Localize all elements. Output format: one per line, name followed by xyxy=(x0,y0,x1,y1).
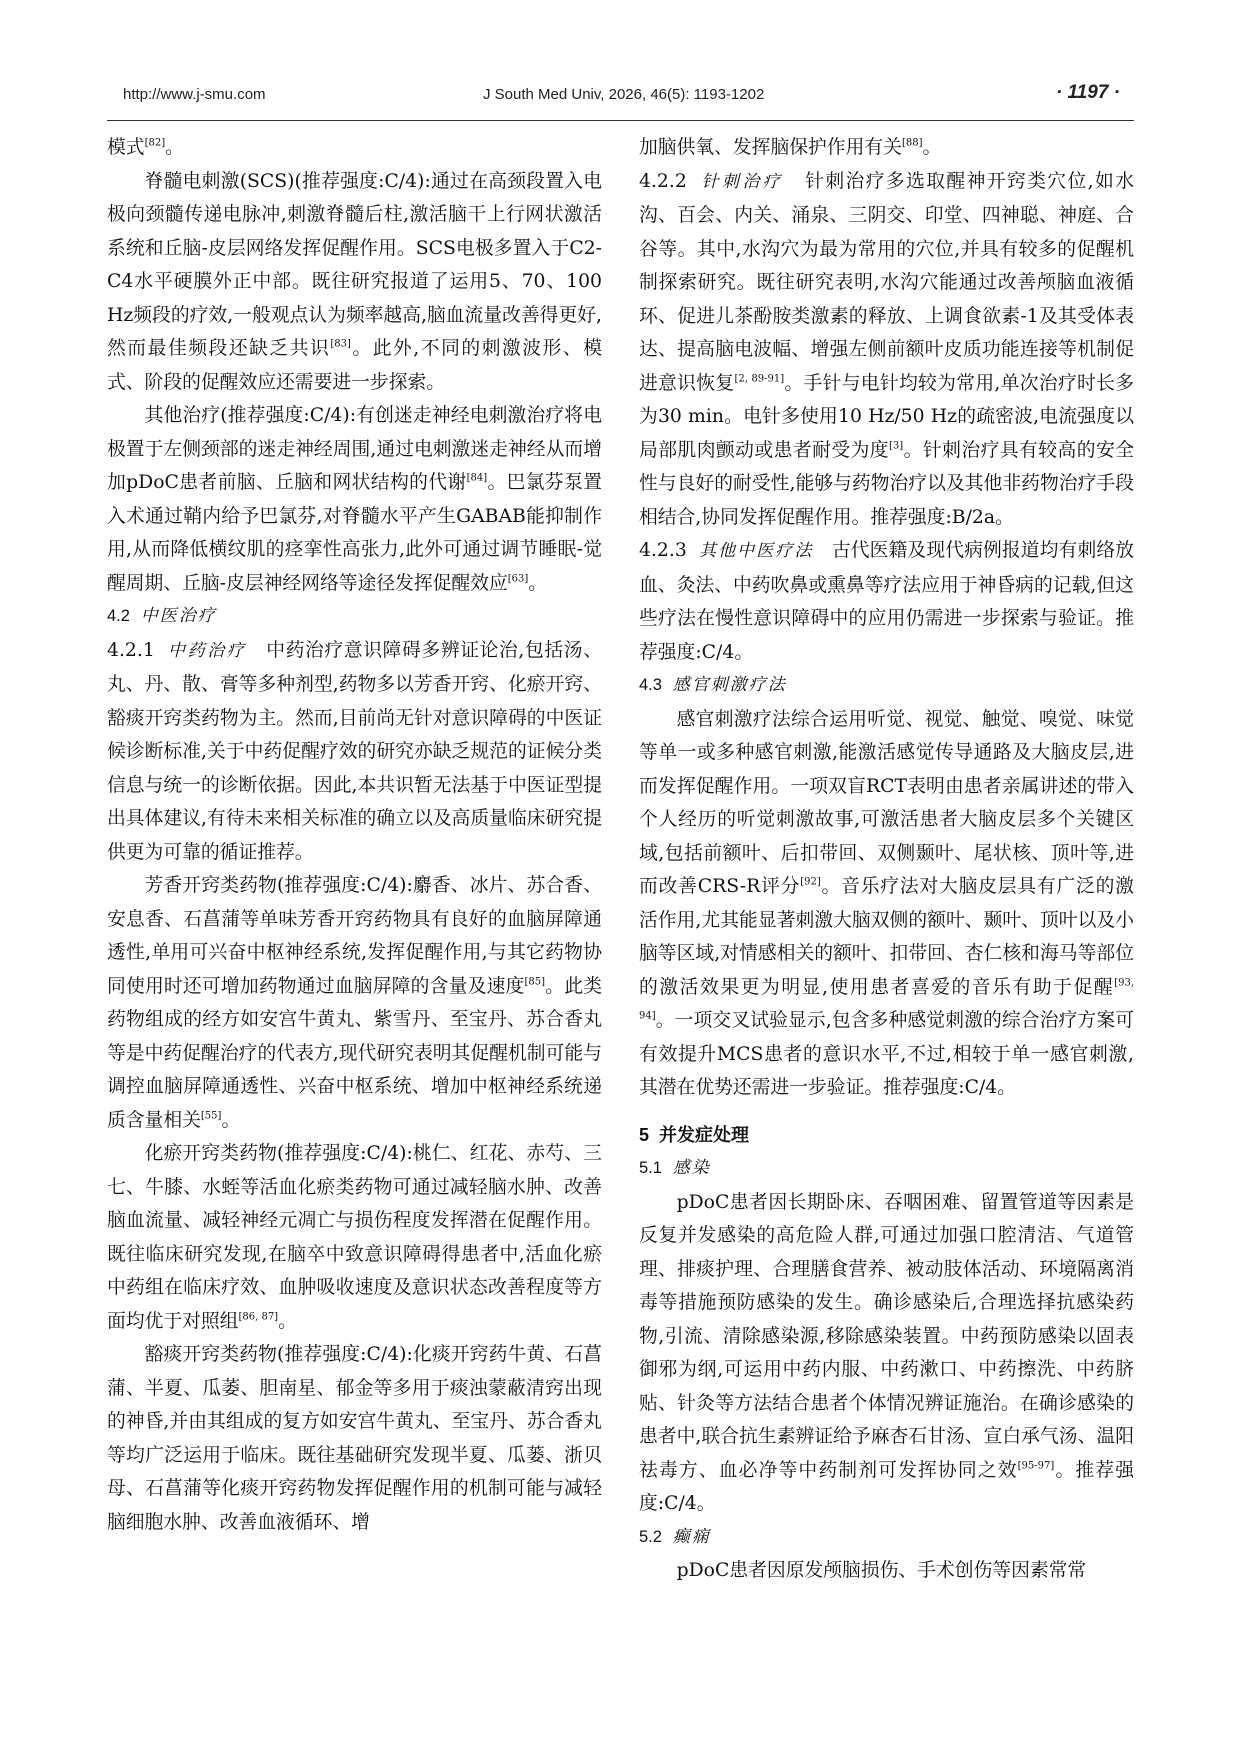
citation-ref[interactable]: [93, 94] xyxy=(639,977,1134,1022)
paragraph-stasis: 化瘀开窍类药物(推荐强度:C/4):桃仁、红花、赤芍、三七、牛膝、水蛭等活血化瘀类药物可通过减轻脑水肿、改善脑血流量、减轻神经元凋亡与损伤程度发挥潜在促醒作用。既往临床研究发现,在脑卒中致意识障碍得患者中,活血化瘀中药组在临床疗效、血肿吸收速度及意识状态改善程度等方面均优于对照组[86, 87]。 xyxy=(107,1143,602,1332)
paragraph-aromatic: 芳香开窍类药物(推荐强度:C/4):麝香、冰片、苏合香、安息香、石菖蒲等单味芳香开窍药物具有良好的血脑屏障通透性,单用可兴奋中枢神经系统,发挥促醒作用,与其它药物协同使用时还可增加药物通过血脑屏障的含量及速度[85]。此类药物组成的经方如安宫牛黄丸、紫雪丹、至宝丹、苏合香丸等是中药促醒治疗的代表方,现代研究表明其促醒机制可能与调控血脑屏障通透性、兴奋中枢系统、增加中枢神经系统递质含量相关[55]。 xyxy=(107,875,602,1131)
section-heading-4-2: 4.2 中医治疗 xyxy=(107,606,217,626)
paragraph-sensory: 感官刺激疗法综合运用听觉、视觉、触觉、嗅觉、味觉等单一或多种感官刺激,能激活感觉传导通路及大脑皮层,进而发挥促醒作用。一项双盲RCT表明由患者亲属讲述的带入个人经历的听觉刺激故事,可激活患者大脑皮层多个关键区域,包括前额叶、后扣带回、双侧颞叶、尾状核、顶叶等,进而改善CRS-R评分[92]。音乐疗法对大脑皮层具有广泛的激活作用,尤其能显著刺激大脑双侧的额叶、颞叶、顶叶以及小脑等区域,对情感相关的额叶、扣带回、杏仁核和海马等部位的激活效果更为明显,使用患者喜爱的音乐有助于促醒[93, 94]。一项交叉试验显示,包含多种感觉刺激的综合治疗方案可有效提升MCS患者的意识水平,不过,相较于单一感官刺激,其潜在优势还需进一步验证。推荐强度:C/4。 xyxy=(639,708,1134,1098)
paragraph-infection: pDoC患者因长期卧床、吞咽困难、留置管道等因素是反复并发感染的高危险人群,可通过加强口腔清洁、气道管理、排痰护理、合理膳食营养、被动肢体活动、环境隔离消毒等措施预防感染的发生。确诊感染后,合理选择抗感染药物,引流、清除感染源,移除感染装置。中药预防感染以固表御邪为纲,可运用中药内服、中药漱口、中药擦洗、中药脐贴、针灸等方法结合患者个体情况辨证施治。在确诊感染的患者中,联合抗生素辨证给予麻杏石甘汤、宣白承气汤、温阳祛毒方、血必净等中药制剂可发挥协同之效[95-97]。推荐强度:C/4。 xyxy=(639,1191,1135,1514)
citation-ref[interactable]: [83] xyxy=(330,338,351,350)
journal-citation: J South Med Univ, 2026, 46(5): 1193-1202 xyxy=(483,86,765,103)
section-heading-5-1: 5.1 感染 xyxy=(639,1158,711,1178)
citation-ref[interactable]: [2, 89-91] xyxy=(734,373,785,385)
section-heading-5: 5 并发症处理 xyxy=(639,1124,750,1145)
running-header xyxy=(107,82,1134,112)
paragraph-epilepsy: pDoC患者因原发颅脑损伤、手术创伤等因素常常 xyxy=(676,1560,1087,1581)
left-column xyxy=(107,131,602,1539)
citation-ref[interactable]: [82] xyxy=(144,137,166,149)
citation-ref[interactable]: [88] xyxy=(901,137,923,149)
paragraph-4-2-3: 4.2.3 其他中医疗法 古代医籍及现代病例报道均有刺络放血、灸法、中药吹鼻或熏鼻等疗法应用于神昏病的记载,但这些疗法在慢性意识障碍中的应用仍需进一步探索与验证。推荐强度:C/4。 xyxy=(639,540,1135,663)
citation-ref[interactable]: [86, 87] xyxy=(238,1311,279,1323)
paragraph-other-therapy: 其他治疗(推荐强度:C/4):有创迷走神经电刺激治疗将电极置于左侧颈部的迷走神经周围,通过电刺激迷走神经从而增加pDoC患者前脑、丘脑和网状结构的代谢[84]。巴氯芬泵置入术通过鞘内给予巴氯芬,对脊髓水平产生GABAB能抑制作用,从而降低横纹肌的痉挛性高张力,此外可通过调节睡眠-觉醒周期、丘脑-皮层神经网络等途径发挥促醒效应[63]。 xyxy=(107,405,603,594)
citation-ref[interactable]: [63] xyxy=(507,573,529,585)
paragraph: 加脑供氧、发挥脑保护作用有关[88]。 xyxy=(639,137,942,158)
citation-ref[interactable]: [84] xyxy=(466,472,488,484)
paragraph-phlegm: 豁痰开窍类药物(推荐强度:C/4):化痰开窍药牛黄、石菖蒲、半夏、瓜萎、胆南星、郁金等多用于痰浊蒙蔽清窍出现的神昏,并由其组成的复方如安宫牛黄丸、至宝丹、苏合香丸等均广泛运用于临床。既往基础研究发现半夏、瓜蒌、浙贝母、石菖蒲等化痰开窍药物发挥促醒作用的机制可能与减轻脑细胞水肿、改善血液循环、增 xyxy=(107,1344,602,1533)
citation-ref[interactable]: [55] xyxy=(200,1110,222,1122)
journal-url[interactable]: http://www.j-smu.com xyxy=(123,86,266,103)
section-heading-4-3: 4.3 感官刺激疗法 xyxy=(639,675,787,695)
citation-ref[interactable]: [92] xyxy=(800,876,821,888)
paragraph-4-2-2: 4.2.2 针刺治疗 针刺治疗多选取醒神开窍类穴位,如水沟、百会、内关、涌泉、三阴交、印堂、四神聪、神庭、合谷等。其中,水沟穴为最为常用的穴位,并具有较多的促醒机制探索研究。既往研究表明,水沟穴能通过改善颅脑血液循环、促进儿茶酚胺类激素的释放、上调食欲素-1及其受体表达、提高脑电波幅、增强左侧前额叶皮质功能连接等机制促进意识恢复[2, 89-91]。手针与电针均较为常用,单次治疗时长多为30 min。电针多使用10 Hz/50 Hz的疏密波,电流强度以局部肌肉颤动或患者耐受为度[3]。针刺治疗具有较高的安全性与良好的耐受性,能够与药物治疗以及其他非药物治疗手段相结合,协同发挥促醒作用。推荐强度:B/2a。 xyxy=(639,170,1134,528)
paragraph-4-2-1: 4.2.1 中药治疗 中药治疗意识障碍多辨证论治,包括汤、丸、丹、散、膏等多种剂型,药物多以芳香开窍、化瘀开窍、豁痰开窍类药物为主。然而,目前尚无针对意识障碍的中医证候诊断标准,关于中药促醒疗效的研究亦缺乏规范的证候分类信息与统一的诊断依据。因此,本共识暂无法基于中医证型提出具体建议,有待未来相关标准的确立以及高质量临床研究提供更为可靠的循证推荐。 xyxy=(107,639,602,863)
citation-ref[interactable]: [85] xyxy=(524,976,546,988)
page-number: · 1197 · xyxy=(1055,82,1120,103)
section-heading-5-2: 5.2 癫痫 xyxy=(639,1526,711,1547)
right-column xyxy=(639,131,1134,1588)
paragraph: 模式[82]。 xyxy=(107,137,184,158)
citation-ref[interactable]: [95-97] xyxy=(1017,1460,1055,1472)
citation-ref[interactable]: [3] xyxy=(889,440,904,452)
header-rule xyxy=(107,120,1134,121)
paragraph-scs: 脊髓电刺激(SCS)(推荐强度:C/4):通过在高颈段置入电极向颈髓传递电脉冲,刺激脊髓后柱,激活脑干上行网状激活系统和丘脑-皮层网络发挥促醒作用。SCS电极多置入于C2-C4水平硬膜外正中部。既往研究报道了运用5、70、100 Hz频段的疗效,一般观点认为频率越高,脑血流量改善得更好,然而最佳频段还缺乏共识[83]。此外,不同的刺激波形、模式、阶段的促醒效应还需要进一步探索。 xyxy=(107,170,602,393)
